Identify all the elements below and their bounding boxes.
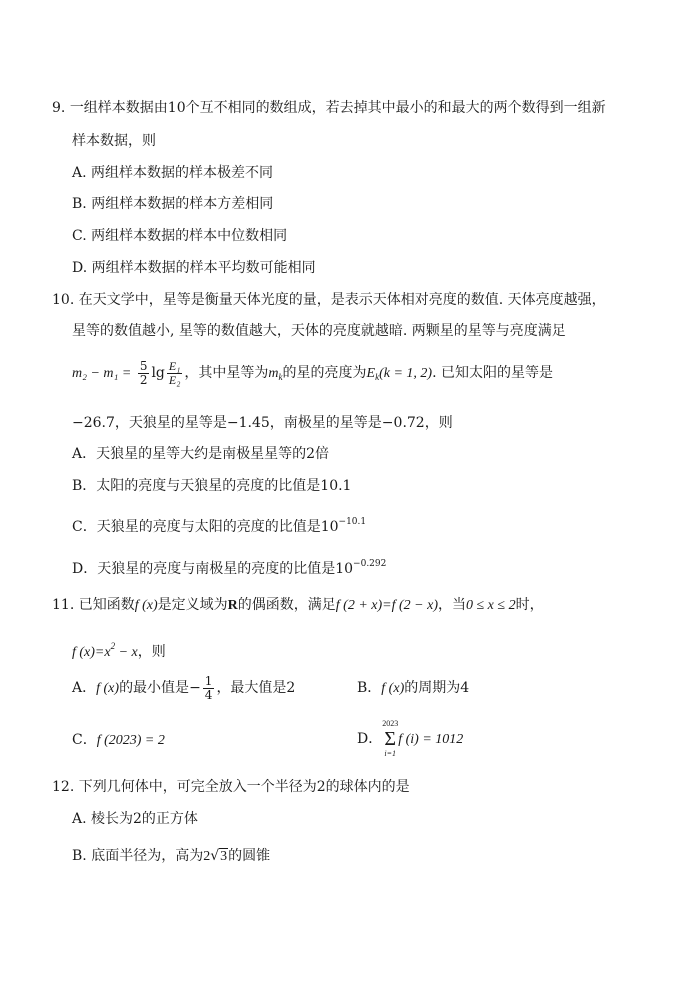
q12-sqrt: 3 <box>220 849 228 864</box>
q10-option-b: B．太阳的亮度与天狼星的亮度的比值是10.1 <box>72 478 352 494</box>
q10-stem-line3 <box>72 354 553 396</box>
q10-k-range: (k = 1, 2) <box>379 366 433 381</box>
q10-option-c: C．天狼星的亮度与太阳的亮度的比值是$10^{-10.1}$ <box>72 517 367 535</box>
q10-stem-line1 <box>52 290 606 310</box>
q10-formula-lg: lg <box>151 365 165 381</box>
q9-number: 9. <box>52 100 66 116</box>
q11-option-c: C．f (2023) = 2 <box>72 732 165 748</box>
q11-stem-line1: 11. 已知函数f (x)是定义域为R的偶函数，满足f (2 + x)=f (2 − x)，当0 ≤ x ≤ 2时， <box>52 597 544 613</box>
q11-summation: 2023 Σ i=1 <box>382 719 399 758</box>
q11-option-a: A．f (x)的最小值是− $\frac{1}{4}$ ，最大值是2 <box>72 673 296 702</box>
q11-option-b: B．f (x)的周期为4 <box>357 680 470 696</box>
q9-stem-text: 一组样本数据由10个互不相同的数组成，若去掉其中最小的和最大的两个数得到一组新 <box>69 100 606 116</box>
q9-stem-line2: 样本数据，则 <box>72 133 156 149</box>
q10-number: 10. <box>52 292 75 308</box>
q9-option-a: A. 两组样本数据的样本极差不同 <box>72 165 274 181</box>
q11-definition: f $(x)=x^2 - x$ <box>72 641 138 660</box>
q10-stem-line2: 星等的数值越小, 星等的数值越大，天体的亮度就越暗. 两颗星的星等与亮度满足 <box>72 323 566 339</box>
q11-symmetry: f (2 + x)=f (2 − x) <box>335 598 438 613</box>
q12-option-b: B. 底面半径为，高为2√3的圆锥 <box>72 848 271 864</box>
q10-frac-den: 2 <box>139 372 148 387</box>
q10-stem-end: . 已知太阳的星等是 <box>432 365 554 381</box>
q10-mk: $m_k$ <box>268 366 283 382</box>
q9-stem-line1 <box>52 98 606 118</box>
q9-option-c: C. 两组样本数据的样本中位数相同 <box>72 228 288 244</box>
q9-option-b: B. 两组样本数据的样本方差相同 <box>72 196 274 212</box>
q10-formula-frac <box>138 360 150 387</box>
q9-option-d: D. 两组样本数据的样本平均数可能相同 <box>72 260 316 276</box>
q10-stem-text: 在天文学中，星等是衡量天体光度的量，是表示天体相对亮度的数值. 天体亮度越强， <box>78 292 606 308</box>
q12-option-a: A. 棱长为2的正方体 <box>72 811 198 827</box>
q12-number: 12. <box>52 779 75 795</box>
q10-e-den: E₂ <box>168 372 181 387</box>
q11-option-d: D． 2023 Σ i=1 f (i) = 1012 <box>357 719 464 758</box>
q10-e-num: E₁ <box>168 358 181 373</box>
q11-fx: f (x) <box>134 598 158 613</box>
q10-option-d-exp: −0.292 <box>353 559 387 569</box>
q11-number: 11. <box>52 597 75 613</box>
q11-condition: 0 ≤ x ≤ 2 <box>465 598 516 613</box>
q11-option-a-frac: $\frac{1}{4}$ <box>204 673 213 702</box>
q10-option-d: D．天狼星的亮度与南极星的亮度的比值是$10^{-0.292}$ <box>72 559 387 577</box>
q10-formula-e-frac <box>167 360 183 387</box>
q10-option-c-exp: −10.1 <box>338 517 367 527</box>
q10-option-a: A．天狼星的星等大约是南极星星等的2倍 <box>72 446 330 462</box>
q10-stem-mid: 的星的亮度为 <box>282 365 367 381</box>
q10-stem-text3: ，其中星等为 <box>184 365 269 381</box>
q10-stem-line4: −26.7，天狼星的星等是−1.45，南极星的星等是−0.72，则 <box>72 415 453 431</box>
q10-frac-num: 5 <box>139 358 148 373</box>
q10-ek: $E_k$ <box>366 366 380 382</box>
q11-R: R <box>227 598 238 613</box>
q11-stem-line2: f $(x)=x^2 - x$，则 <box>72 641 166 660</box>
q12-stem: 12. 下列几何体中，可完全放入一个半径为2的球体内的是 <box>52 779 410 795</box>
q10-formula-lhs: m₂ − m₁ = <box>72 366 132 381</box>
